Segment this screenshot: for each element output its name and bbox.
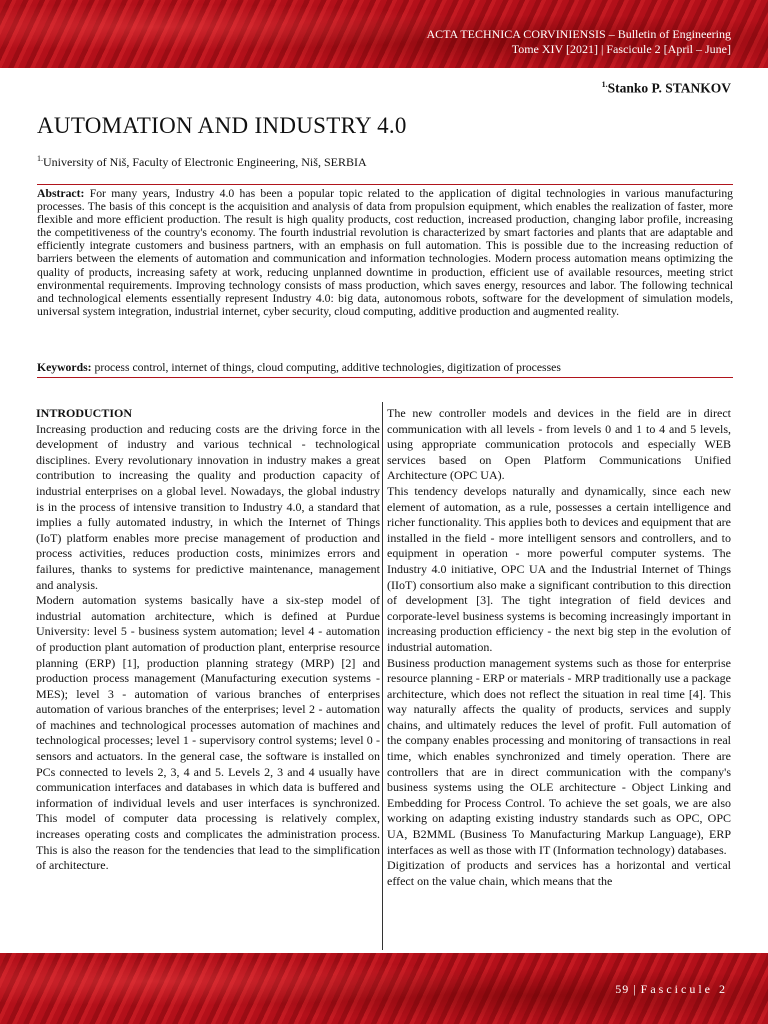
paragraph: Modern automation systems basically have a six-step model of industrial automation architecture, which is defined at Purdue University: level 5 - business system automation; level 4 - automation of production plant automation of production plant, enterprise resource planning (ERP) [1], production planning strategy (MRP) [2] and production process management (Manufacturing execution systems - MES); level 3 - automation of various branches of enterprises automation of various branches of the enterprises; level 2 - automation of machines and technological processes automation of machines and technological processes; level 1 - supervisory control systems; level 0 - sensors and actuators. In the general case, the software is installed on PCs connected to levels 2, 3, 4 and 5. Levels 2, 3 and 4 usually have communication interfaces and databases in which data is buffered and information of individual levels and user interfaces is synchronized. This model of computer data processing is relatively complex, increases operating costs and complicates the administration process. This is also the reason for the tendencies that lead to the simplification of architecture. (36, 593, 380, 873)
abstract-top-rule (37, 184, 733, 185)
keywords-text: process control, internet of things, cloud computing, additive technologies, digitization of processes (94, 361, 561, 374)
journal-title: ACTA TECHNICA CORVINIENSIS – Bulletin of Engineering (426, 27, 731, 41)
header-band (0, 0, 768, 68)
paragraph: Increasing production and reducing costs are the driving force in the development of industry and various technical - technological disciplines. Every revolutionary innovation in industry makes a great contribution to increasing the quality and production capacity of industrial enterprises on a global level. Nowadays, the global industry is in the process of intensive transition to Industry 4.0, a standard that implies a fully automated industry, in which the Internet of Things (IoT) platform enables more precise management of production and process activities, reduces production costs, minimizes errors and failures, thanks to systems for predictive maintenance, management and analysis. (36, 421, 380, 592)
column-divider (382, 402, 383, 950)
right-column (387, 406, 731, 889)
affiliation: $^{1.}$University of Niš, Faculty of Electronic Engineering, Niš, SERBIA (37, 154, 367, 169)
abstract (37, 187, 733, 318)
left-column (36, 406, 380, 874)
keywords (37, 361, 733, 374)
abstract-bottom-rule (37, 377, 733, 378)
author-name: $^{1.}$Stanko P. STANKOV (601, 80, 731, 96)
paper-title: AUTOMATION AND INDUSTRY 4.0 (37, 113, 407, 138)
journal-issue: Tome XIV [2021] | Fascicule 2 [April – June] (511, 42, 731, 56)
journal-info (426, 27, 731, 57)
paragraph: The new controller models and devices in the field are in direct communication with all levels - from levels 0 and 1 to 4 and 5 levels, using appropriate communication protocols and especially WEB services based on Open Platform Communications Unified Architecture (OPC UA). (387, 406, 731, 483)
page-number: 59 | Fascicule 2 (615, 982, 728, 996)
footer-band (0, 953, 768, 1024)
paragraph: This tendency develops naturally and dynamically, since each new element of automation, as a rule, possesses a certain intelligence and richer functionality. This applies both to devices and equipment that are installed in the field - more intelligent sensors and controllers, and to equipment in operation - more powerful computer systems. The Industry 4.0 initiative, OPC UA and the Industrial Internet of Things (IIoT) consortium also make a significant contribution to this direction of development [3]. The tight integration of field devices and corporate-level business systems is becoming increasingly important in increasing production efficiency - the next big step in the evolution of industrial automation. (387, 483, 731, 654)
keywords-label: Keywords: (37, 361, 92, 374)
section-heading: INTRODUCTION (36, 406, 133, 420)
abstract-text: For many years, Industry 4.0 has been a popular topic related to the application of digital technologies in various manufacturing processes. The basis of this concept is the acquisition and analysis of data from propulsion equipment, which enables the realization of faster, more flexible and more efficient production. The result is high quality products, cost reduction, increased production, changing labor profile, increasing the competitiveness of the country's economy. The fourth industrial revolution is characterized by smart factories and plants that are adaptable and efficiently integrate customers and business partners, with an emphasis on full automation. This is possible due to the increasing reduction of barriers between the elements of automation and communication and information technologies. Modern process automation means optimizing the quality of products, increasing safety at work, reducing unplanned downtime in production, efficient use of available resources, meeting strict environmental requirements. Improving technology consists of mass production, which saves energy, resources and labor. The following technical and technological elements essentially represent Industry 4.0: big data, autonomous robots, software for the development of simulation models, universal system integration, industrial internet, cyber security, cloud computing, additive production and augmented reality. (37, 187, 734, 318)
paragraph: Digitization of products and services has a horizontal and vertical effect on the value chain, which means that the (387, 858, 731, 888)
paragraph: Business production management systems such as those for enterprise resource planning - ERP or materials - MRP traditionally use a package architecture, which does not reflect the situation in real time [4]. This way naturally affects the quality of products, services and supply chains, and ultimately reduces the level of profit. Full automation of the company enables processing and monitoring of transactions in real time, which enables synchronized and timely operation. There are controllers that are in direct communication with the company's business systems using the OLE architecture - Object Linking and Embedding for Process Control. To achieve the set goals, we are also working on adapting existing industry standards such as OPC, OPC UA, B2MML (Business To Manufacturing Markup Language), ERP interfaces as well as those with IT (Information technology) databases. (387, 655, 731, 857)
abstract-label: Abstract: (37, 187, 85, 200)
